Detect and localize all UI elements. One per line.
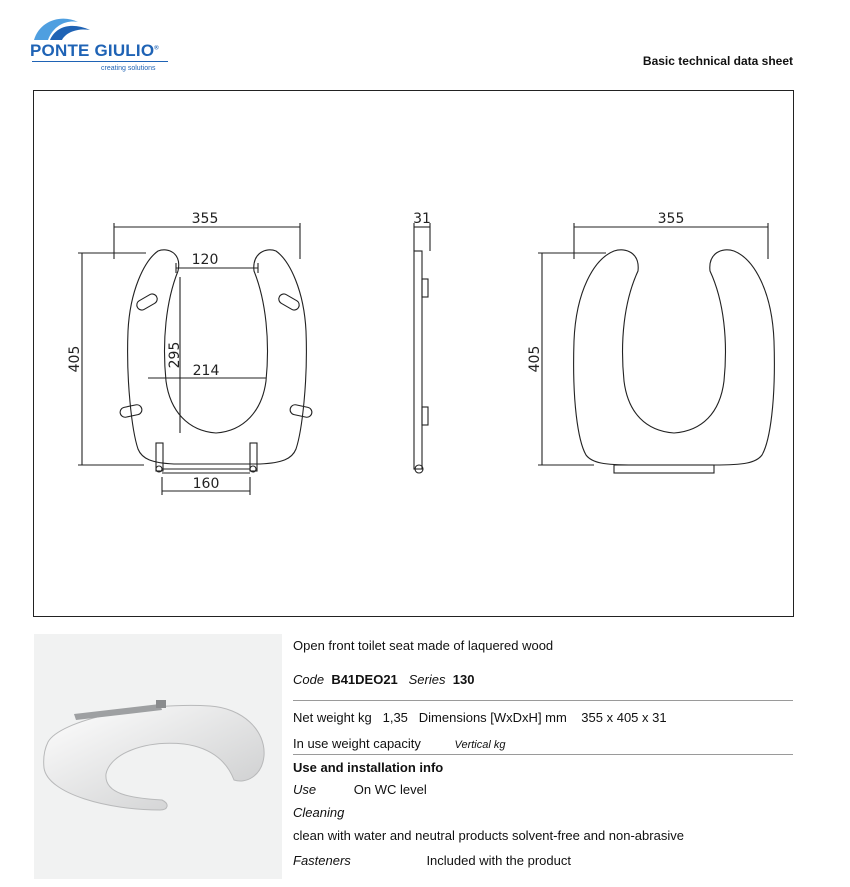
code-value: B41DEO21 <box>331 672 398 687</box>
capacity-value: Vertical kg <box>454 739 506 751</box>
fasteners-line <box>293 853 571 868</box>
brand-underline <box>32 61 168 62</box>
net-weight-label: Net weight kg <box>293 710 372 725</box>
divider <box>293 754 793 755</box>
side-view-drawing <box>414 223 430 473</box>
net-weight-value: 1,35 <box>382 710 408 725</box>
series-label: Series <box>408 672 446 687</box>
dimensions-label: Dimensions [WxDxH] mm <box>418 710 567 725</box>
use-info-title: Use and installation info <box>293 760 444 775</box>
sheet-title: Basic technical data sheet <box>642 54 793 68</box>
brand-tagline: creating solutions <box>101 65 156 72</box>
wave-logo-icon <box>32 14 92 42</box>
dim-top-inner-width: 120 <box>191 252 219 268</box>
use-value: On WC level <box>353 782 427 797</box>
product-description: Open front toilet seat made of laquered wood <box>293 638 554 653</box>
product-photo <box>34 634 282 879</box>
dim-side-thickness: 31 <box>413 211 431 227</box>
technical-drawing <box>33 90 794 617</box>
fasteners-label: Fasteners <box>293 853 351 868</box>
capacity-line <box>293 736 505 751</box>
code-series-line <box>293 672 474 687</box>
dimensions-value: 355 x 405 x 31 <box>581 710 667 725</box>
dim-top-width: 355 <box>191 211 219 227</box>
dim-top-inner-depth: 295 <box>167 341 183 369</box>
cleaning-value: clean with water and neutral products solvent-free and non-abrasive <box>293 828 684 843</box>
weight-dimensions-line <box>293 710 667 725</box>
dim-top-inner-span: 214 <box>192 363 220 379</box>
use-label: Use <box>293 782 317 797</box>
capacity-label: In use weight capacity <box>293 736 421 751</box>
dim-bottom-length: 405 <box>527 345 543 373</box>
cleaning-label: Cleaning <box>293 805 345 820</box>
dim-bottom-width: 355 <box>657 211 685 227</box>
series-value: 130 <box>452 672 475 687</box>
dim-hinge-spacing: 160 <box>192 476 220 492</box>
fasteners-value: Included with the product <box>426 853 571 868</box>
brand-logo <box>28 14 178 78</box>
use-line <box>293 782 427 797</box>
divider <box>293 700 793 701</box>
dim-top-length: 405 <box>67 345 83 373</box>
bottom-view-drawing <box>538 223 774 473</box>
brand-name: PONTE GIULIO® <box>30 41 159 60</box>
code-label: Code <box>293 672 325 687</box>
